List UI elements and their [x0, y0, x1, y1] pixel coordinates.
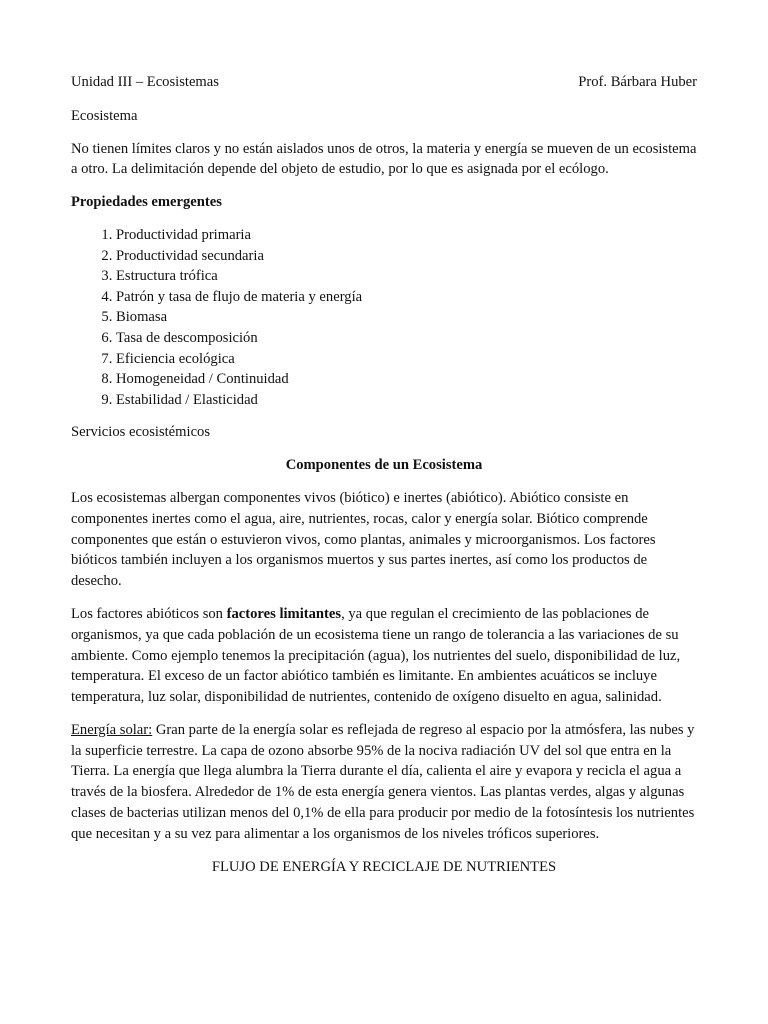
section-title-flujo: FLUJO DE ENERGÍA Y RECICLAJE DE NUTRIENTES: [211, 858, 557, 875]
paragraph-ecosistema: No tienen límites claros y no están aislados unos de otros, la materia y energía se mueven de un ecosistema a otro. La delimitación depende del objeto de estudio, por lo que es asignada por el ecólogo.: [71, 140, 697, 178]
section-title-propiedades: Propiedades emergentes: [71, 194, 222, 211]
list-item: 8. Homogeneidad / Continuidad: [116, 369, 697, 390]
factores-text-before: Los factores abióticos son: [71, 605, 227, 622]
energia-solar-label: Energía solar:: [71, 721, 153, 738]
header-unit-title: Unidad III – Ecosistemas: [71, 74, 219, 90]
section-title-componentes: Componentes de un Ecosistema: [285, 457, 483, 474]
page-header: [71, 72, 697, 93]
propiedades-list: [71, 225, 697, 410]
list-item: 2. Productividad secundaria: [116, 246, 697, 267]
paragraph-componentes: Los ecosistemas albergan componentes vivos (biótico) e inertes (abiótico). Abiótico consiste en componentes inertes como el agua, aire, nutrientes, rocas, calor y energía solar. Biótico comprende componentes que están o estuvieron vivos, como plantas, animales y microorganismos. Los factores bióticos también incluyen a los organismos muertos y sus partes inertes, así como los productos de desecho.: [71, 489, 656, 590]
list-item: 7. Eficiencia ecológica: [116, 349, 697, 370]
list-item: 9. Estabilidad / Elasticidad: [116, 390, 697, 411]
section-title-servicios: Servicios ecosistémicos: [71, 424, 211, 441]
list-item: 5. Biomasa: [116, 307, 697, 328]
section-title-ecosistema: Ecosistema: [71, 107, 138, 124]
factores-text-after: , ya que regulan el crecimiento de las poblaciones de organismos, ya que cada población de un ecosistema tiene un rango de tolerancia a las variaciones de su ambiente. Como ejemplo tenemos la precipitación (agua), los nutrientes del suelo, disponibilidad de luz, temperatura. El exceso de un factor abiótico también es limitante. En ambientes acuáticos se incluye temperatura, luz solar, disponibilidad de nutrientes, contenido de oxígeno disuelto en agua, salinidad.: [71, 605, 681, 706]
list-item: 6. Tasa de descomposición: [116, 328, 697, 349]
list-item: 4. Patrón y tasa de flujo de materia y energía: [116, 287, 697, 308]
paragraph-factores-limitantes: [71, 604, 697, 708]
header-author: Prof. Bárbara Huber: [578, 74, 697, 90]
list-item: 1. Productividad primaria: [116, 225, 697, 246]
paragraph-energia-solar: [71, 720, 697, 845]
factores-limitantes-term: factores limitantes: [226, 605, 342, 622]
energia-solar-text: Gran parte de la energía solar es reflejada de regreso al espacio por la atmósfera, las nubes y la superficie terrestre. La capa de ozono absorbe 95% de la nociva radiación UV del sol que entra en la Tierra. La energía que llega alumbra la Tierra durante el día, calienta el aire y evapora y recicla el agua a través de la biosfera. Alrededor de 1% de esta energía genera vientos. Las plantas verdes, algas y algunas clases de bacterias utilizan menos del 0,1% de ella para producir por medio de la fotosíntesis los nutrientes que necesitan y a su vez para alimentar a los organismos de los niveles tróficos superiores.: [71, 721, 695, 842]
list-item: 3. Estructura trófica: [116, 266, 697, 287]
